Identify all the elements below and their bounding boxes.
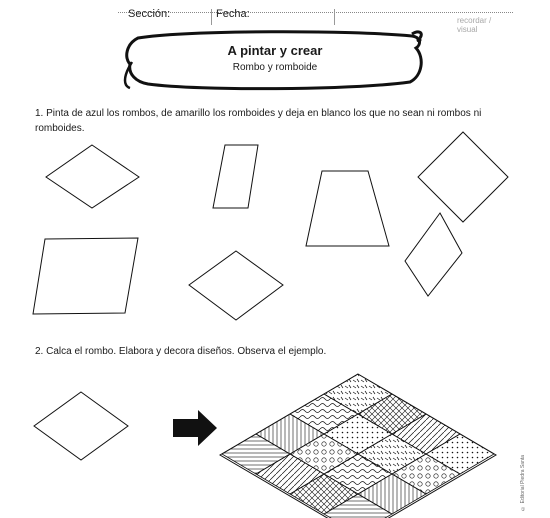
rhombus-figure — [405, 213, 462, 296]
sample-rhombus — [34, 392, 128, 460]
section-label: Sección: — [128, 8, 171, 20]
rhombus-figure — [189, 251, 283, 320]
rhomboid-figure — [213, 145, 258, 208]
rhombus-figure — [418, 132, 508, 222]
rhomboid-figure — [33, 238, 138, 314]
publisher-credit: © Editorial Piedra Santa — [520, 455, 526, 511]
date-label: Fecha: — [216, 8, 250, 20]
page-title: A pintar y crear — [227, 43, 323, 58]
rhombus-figure — [46, 145, 139, 208]
skills-text: recordar / visual — [457, 16, 492, 34]
trapezoid-figure — [306, 171, 389, 246]
activity1-instruction: 1. Pinta de azul los rombos, de amarillo los romboides y deja en blanco los que no sean ni rombos ni romboides. — [35, 108, 482, 134]
arrow-icon — [173, 410, 217, 446]
page-subtitle: Rombo y romboide — [232, 62, 318, 73]
decorated-rhombus-design — [220, 374, 496, 518]
activity2-instruction: 2. Calca el rombo. Elabora y decora diseños. Observa el ejemplo. — [35, 346, 327, 357]
